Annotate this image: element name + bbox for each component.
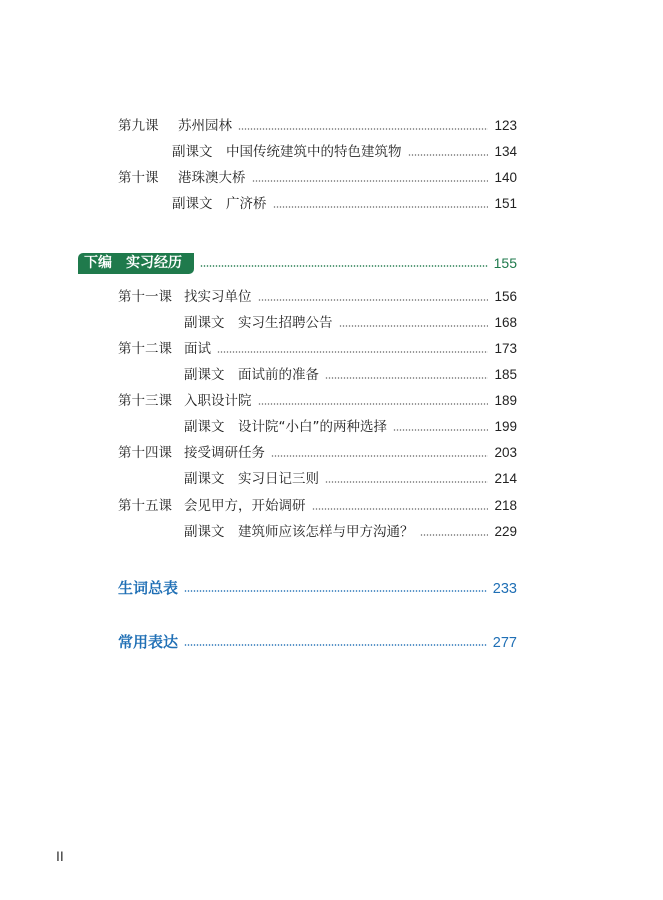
leader-dots [312,508,489,510]
toc-entry-lesson-10 [118,169,517,187]
toc-entry-lesson-11 [118,288,517,306]
lesson-label: 第十四课 [118,445,172,461]
leader-dots [238,128,488,130]
supplementary-label: 副课文 [184,315,225,331]
page-number: 173 [494,341,517,356]
page-number: 134 [494,144,517,159]
toc-entry-supplementary [172,143,517,161]
page-number: 168 [494,315,517,330]
page-number: 140 [494,170,517,185]
page-number: 199 [494,419,517,434]
lesson-label: 第十一课 [118,289,172,305]
page-number: 151 [494,196,517,211]
supplementary-title: 面试前的准备 [238,367,319,383]
leader-dots [393,429,488,431]
page-number: 214 [494,471,517,486]
toc-entry-supplementary [184,418,517,436]
lesson-title: 会见甲方，开始调研 [184,498,306,514]
supplementary-label: 副课文 [184,524,225,540]
leader-dots [200,265,488,267]
page-number: 218 [494,498,517,513]
toc-entry-vocabulary-list [118,577,517,598]
section-title: 实习经历 [126,254,182,271]
supplementary-title: 设计院“小白”的两种选择 [238,419,387,435]
supplementary-label: 副课文 [184,367,225,383]
lesson-label: 第十课 [118,170,159,186]
lesson-label: 第十三课 [118,393,172,409]
supplementary-title: 实习生招聘公告 [238,315,333,331]
toc-entry-supplementary [184,470,517,488]
leader-dots [217,351,488,353]
page-number: 156 [494,289,517,304]
leader-dots [271,455,488,457]
page-number: 185 [494,367,517,382]
appendix-title: 生词总表 [118,579,179,597]
lesson-title: 面试 [184,341,211,357]
leader-dots [273,206,489,208]
toc-entry-supplementary [184,314,517,332]
leader-dots [339,325,489,327]
section-heading [78,252,517,274]
lesson-title: 港珠澳大桥 [178,170,246,186]
leader-dots [184,590,487,592]
lesson-title: 接受调研任务 [184,445,265,461]
page-number: 233 [492,581,517,597]
lesson-title: 苏州园林 [178,118,232,134]
appendix-title: 常用表达 [118,633,179,651]
section-label: 下编 [84,254,112,271]
leader-dots [420,534,489,536]
lesson-title: 入职设计院 [184,393,252,409]
lesson-label: 第十二课 [118,341,172,357]
toc-entry-supplementary [172,195,517,213]
supplementary-label: 副课文 [184,419,225,435]
leader-dots [258,299,489,301]
supplementary-title: 中国传统建筑中的特色建筑物 [226,144,402,160]
lesson-title: 找实习单位 [184,289,252,305]
page-number: 189 [494,393,517,408]
supplementary-title: 广济桥 [226,196,267,212]
page-folio: II [56,848,64,864]
leader-dots [325,377,488,379]
toc-entry-supplementary [184,523,517,541]
toc-entry-lesson-15 [118,497,517,515]
supplementary-title: 建筑师应该怎样与甲方沟通？ [238,524,414,540]
page-number: 203 [494,445,517,460]
leader-dots [184,644,487,646]
supplementary-title: 实习日记三则 [238,471,319,487]
supplementary-label: 副课文 [172,144,213,160]
toc-entry-lesson-14 [118,444,517,462]
toc-entry-lesson-12 [118,340,517,358]
leader-dots [408,154,489,156]
toc-entry-supplementary [184,366,517,384]
toc-entry-common-expressions [118,631,517,652]
supplementary-label: 副课文 [172,196,213,212]
page-number: 123 [494,118,517,133]
page-number: 229 [494,524,517,539]
leader-dots [258,403,489,405]
section-pill [78,253,194,274]
leader-dots [252,180,489,182]
lesson-label: 第十五课 [118,498,172,514]
toc-entry-lesson-9 [118,117,517,135]
page-number: 277 [492,635,517,651]
leader-dots [325,481,488,483]
toc-entry-lesson-13 [118,392,517,410]
section-page-number: 155 [493,255,517,271]
lesson-label: 第九课 [118,118,159,134]
supplementary-label: 副课文 [184,471,225,487]
